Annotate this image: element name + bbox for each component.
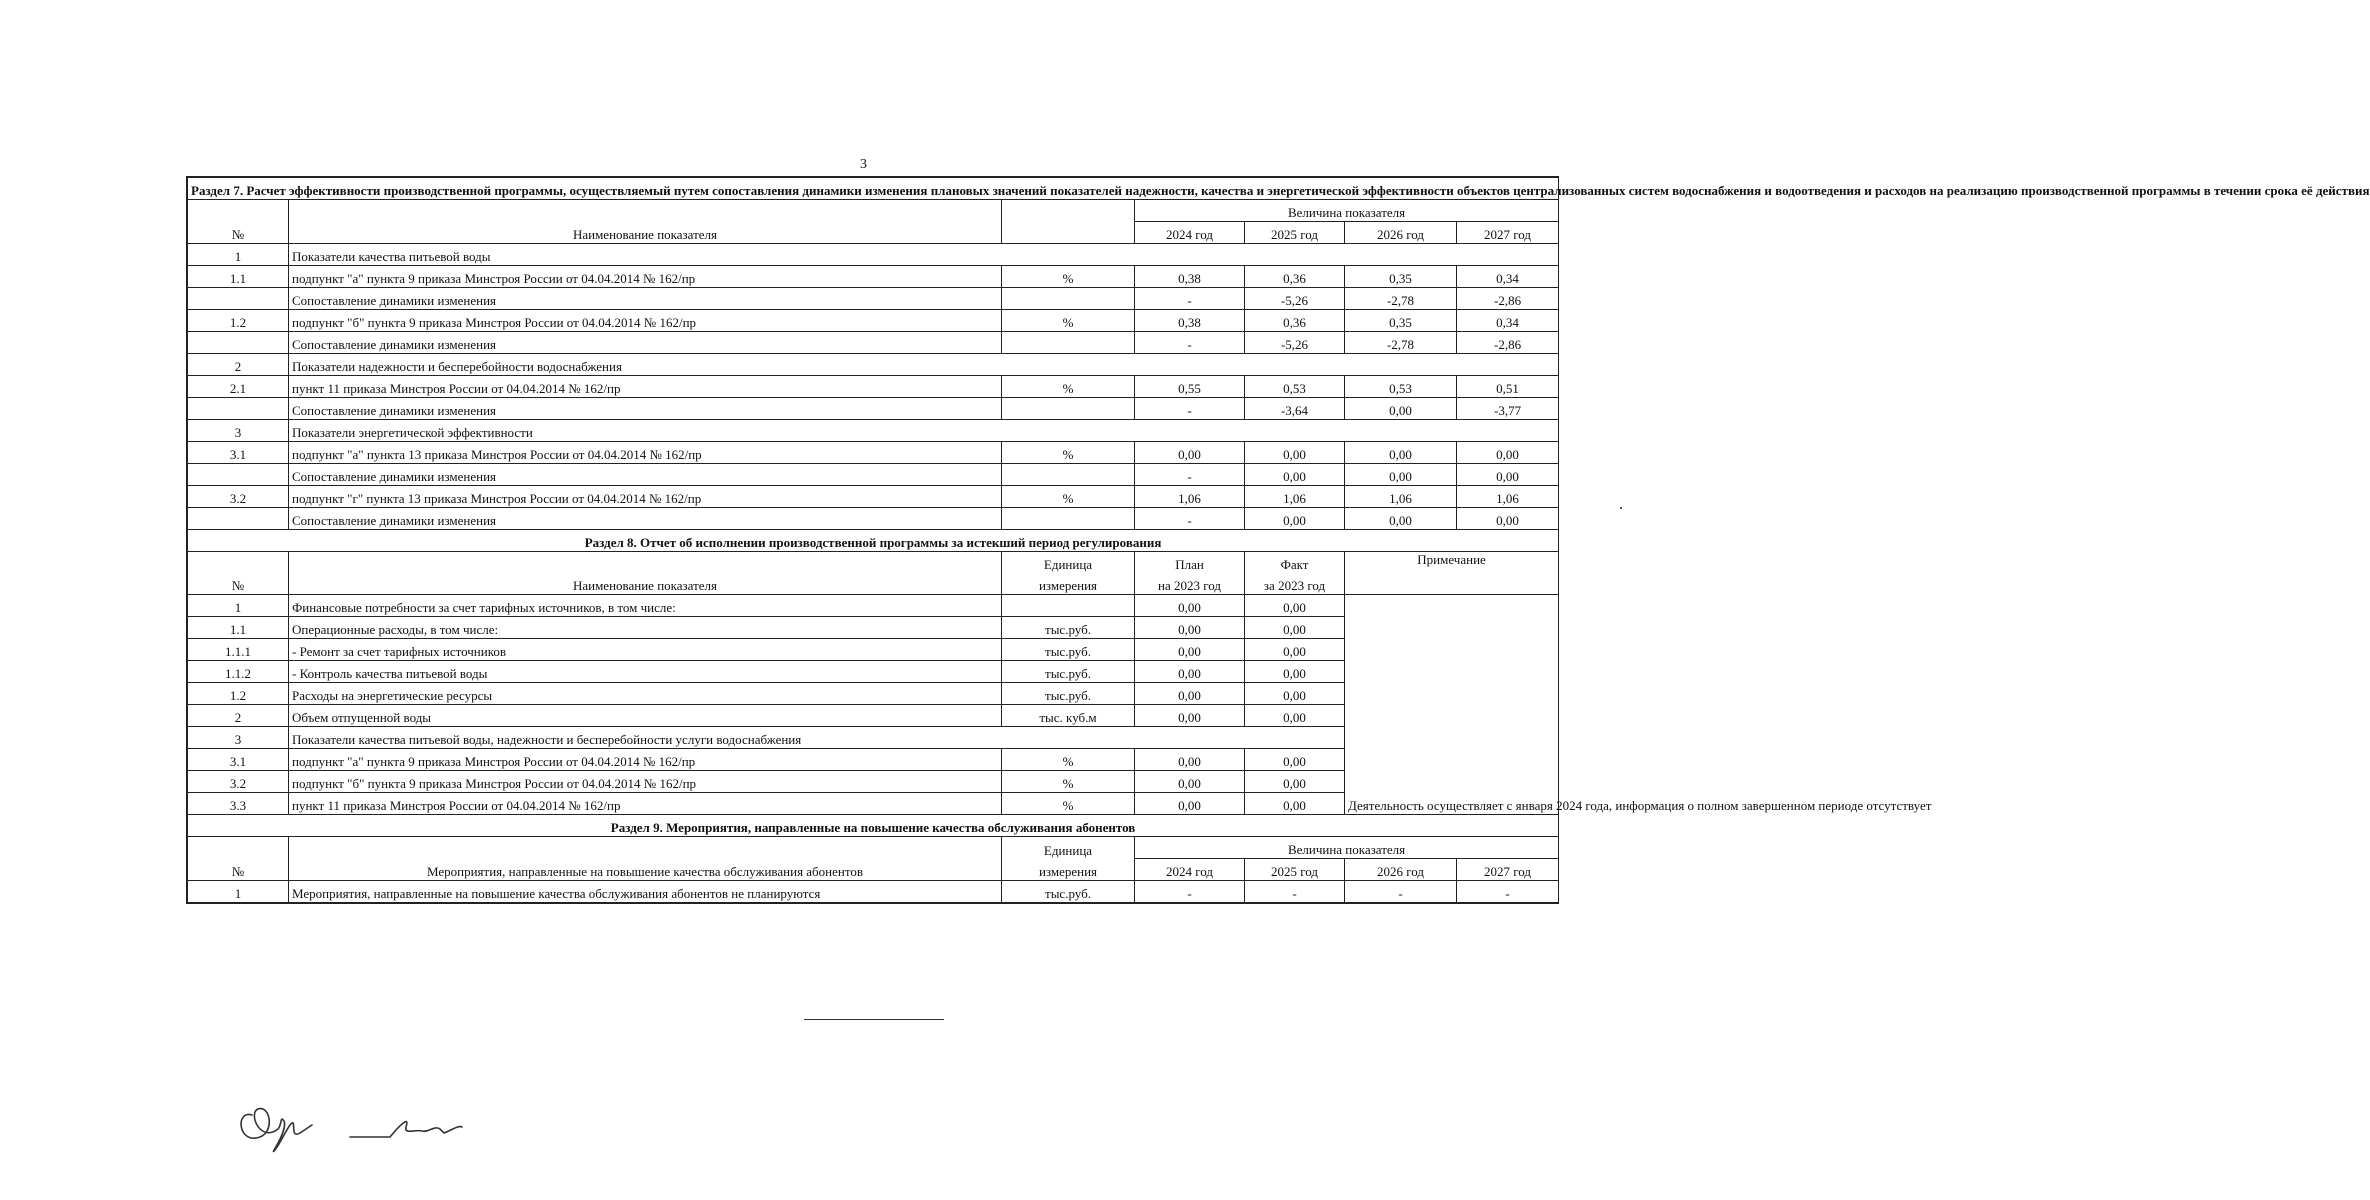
row-name: Показатели качества питьевой воды [289, 244, 1559, 266]
row-name: подпункт "г" пункта 13 приказа Минстроя России от 04.04.2014 № 162/пр [289, 486, 1002, 508]
row-plan: 0,00 [1135, 793, 1245, 815]
row-number: 1.1 [188, 617, 289, 639]
row-value: 0,55 [1135, 376, 1245, 398]
section8-col-unit-2: измерения [1002, 573, 1135, 595]
year-header: 2025 год [1245, 859, 1345, 881]
row-name: Показатели надежности и бесперебойности водоснабжения [289, 354, 1559, 376]
row-number: 3.1 [188, 442, 289, 464]
year-header: 2026 год [1345, 222, 1457, 244]
section8-col-name: Наименование показателя [289, 552, 1002, 595]
table-row [188, 244, 1559, 266]
row-number: 2 [188, 354, 289, 376]
section9-col-value: Величина показателя [1135, 837, 1559, 859]
row-value: 0,53 [1345, 376, 1457, 398]
table-row [188, 310, 1559, 332]
row-value: - [1135, 398, 1245, 420]
row-name: подпункт "б" пункта 9 приказа Минстроя России от 04.04.2014 № 162/пр [289, 310, 1002, 332]
row-unit: % [1002, 793, 1135, 815]
row-number: 2.1 [188, 376, 289, 398]
row-number [188, 332, 289, 354]
row-name: подпункт "б" пункта 9 приказа Минстроя России от 04.04.2014 № 162/пр [289, 771, 1002, 793]
row-value: 0,00 [1245, 464, 1345, 486]
row-value: 0,36 [1245, 310, 1345, 332]
table-row [188, 508, 1559, 530]
section8-col-unit: Единица [1002, 552, 1135, 574]
section7-col-value: Величина показателя [1135, 200, 1559, 222]
row-name: Объем отпущенной воды [289, 705, 1002, 727]
row-unit: % [1002, 266, 1135, 288]
row-plan: 0,00 [1135, 595, 1245, 617]
row-number: 2 [188, 705, 289, 727]
row-value: 0,35 [1345, 266, 1457, 288]
row-plan: 0,00 [1135, 749, 1245, 771]
row-unit [1002, 398, 1135, 420]
row-value: -2,78 [1345, 288, 1457, 310]
table-row [188, 398, 1559, 420]
section9-title-row [188, 815, 1559, 837]
row-value: 0,36 [1245, 266, 1345, 288]
row-plan: 0,00 [1135, 661, 1245, 683]
row-unit [1002, 508, 1135, 530]
row-value: 1,06 [1345, 486, 1457, 508]
row-name: Мероприятия, направленные на повышение качества обслуживания абонентов не планируются [289, 881, 1002, 903]
row-value: - [1457, 881, 1559, 903]
row-plan: 0,00 [1135, 639, 1245, 661]
section9-col-unit-2: измерения [1002, 859, 1135, 881]
row-fact: 0,00 [1245, 771, 1345, 793]
signatures [230, 1085, 510, 1165]
row-unit: тыс. куб.м [1002, 705, 1135, 727]
row-fact: 0,00 [1245, 661, 1345, 683]
row-name: Показатели энергетической эффективности [289, 420, 1559, 442]
row-number: 1.1 [188, 266, 289, 288]
section8-col-plan-2: на 2023 год [1135, 573, 1245, 595]
report-table-body [188, 178, 2370, 903]
section7-header-row [188, 200, 1559, 222]
row-unit: тыс.руб. [1002, 683, 1135, 705]
row-value: -5,26 [1245, 332, 1345, 354]
row-name: Расходы на энергетические ресурсы [289, 683, 1002, 705]
row-unit: тыс.руб. [1002, 661, 1135, 683]
table-row [188, 881, 1559, 903]
table-row [188, 332, 1559, 354]
row-value: -2,86 [1457, 288, 1559, 310]
row-value: 0,00 [1457, 442, 1559, 464]
section8-col-fact: Факт [1245, 552, 1345, 574]
row-value: 0,38 [1135, 310, 1245, 332]
table-row [188, 376, 1559, 398]
table-row [188, 486, 1559, 508]
row-unit: % [1002, 749, 1135, 771]
row-number: 3.1 [188, 749, 289, 771]
section8-col-plan: План [1135, 552, 1245, 574]
row-name: подпункт "а" пункта 13 приказа Минстроя России от 04.04.2014 № 162/пр [289, 442, 1002, 464]
row-plan: 0,00 [1135, 771, 1245, 793]
section9-col-name: Мероприятия, направленные на повышение качества обслуживания абонентов [289, 837, 1002, 881]
row-value: 0,00 [1457, 464, 1559, 486]
table-row [188, 464, 1559, 486]
row-number: 1 [188, 595, 289, 617]
row-value: 0,35 [1345, 310, 1457, 332]
row-unit: % [1002, 442, 1135, 464]
row-number: 3.3 [188, 793, 289, 815]
row-name: Финансовые потребности за счет тарифных источников, в том числе: [289, 595, 1002, 617]
row-value: 0,00 [1345, 398, 1457, 420]
row-unit [1002, 464, 1135, 486]
row-fact: 0,00 [1245, 749, 1345, 771]
row-fact: 0,00 [1245, 793, 1345, 815]
stray-mark [1620, 507, 1622, 509]
table-row [188, 266, 1559, 288]
row-value: 0,00 [1345, 442, 1457, 464]
row-value: 0,00 [1345, 508, 1457, 530]
row-value: 0,51 [1457, 376, 1559, 398]
year-header: 2025 год [1245, 222, 1345, 244]
table-row [188, 442, 1559, 464]
row-value: 0,53 [1245, 376, 1345, 398]
section7-col-no: № [188, 200, 289, 244]
row-unit: тыс.руб. [1002, 881, 1135, 903]
table-row [188, 595, 1559, 617]
page-number: 3 [860, 157, 867, 172]
row-value: - [1135, 508, 1245, 530]
row-plan: 0,00 [1135, 617, 1245, 639]
row-number: 3 [188, 420, 289, 442]
row-value: - [1135, 332, 1245, 354]
row-name: подпункт "а" пункта 9 приказа Минстроя России от 04.04.2014 № 162/пр [289, 266, 1002, 288]
row-number: 1 [188, 881, 289, 903]
row-value: 1,06 [1135, 486, 1245, 508]
row-unit [1002, 595, 1135, 617]
row-number: 3.2 [188, 771, 289, 793]
year-header: 2027 год [1457, 859, 1559, 881]
section7-col-name: Наименование показателя [289, 200, 1002, 244]
row-unit [1002, 288, 1135, 310]
row-name: пункт 11 приказа Минстроя России от 04.04.2014 № 162/пр [289, 376, 1002, 398]
row-unit: тыс.руб. [1002, 617, 1135, 639]
section8-title-row [188, 530, 1559, 552]
row-value: -2,78 [1345, 332, 1457, 354]
row-value: - [1135, 464, 1245, 486]
year-header: 2027 год [1457, 222, 1559, 244]
row-value: 0,00 [1245, 442, 1345, 464]
section8-col-no: № [188, 552, 289, 595]
row-number: 1 [188, 244, 289, 266]
year-header: 2024 год [1135, 222, 1245, 244]
row-name: подпункт "а" пункта 9 приказа Минстроя России от 04.04.2014 № 162/пр [289, 749, 1002, 771]
section7-title-row [188, 178, 1559, 200]
row-name: Сопоставление динамики изменения [289, 398, 1002, 420]
year-header: 2024 год [1135, 859, 1245, 881]
row-name: Сопоставление динамики изменения [289, 464, 1002, 486]
year-header: 2026 год [1345, 859, 1457, 881]
row-value: 1,06 [1457, 486, 1559, 508]
row-value: - [1135, 881, 1245, 903]
row-name: Сопоставление динамики изменения [289, 288, 1002, 310]
separator-line [804, 1019, 944, 1020]
row-name: пункт 11 приказа Минстроя России от 04.04.2014 № 162/пр [289, 793, 1002, 815]
row-fact: 0,00 [1245, 705, 1345, 727]
row-number [188, 508, 289, 530]
section8-header-row [188, 552, 1559, 574]
report-sheet [186, 176, 2370, 904]
row-value: - [1245, 881, 1345, 903]
row-value: 0,00 [1345, 464, 1457, 486]
row-value: - [1135, 288, 1245, 310]
row-value: -5,26 [1245, 288, 1345, 310]
row-name: - Контроль качества питьевой воды [289, 661, 1002, 683]
row-name: Сопоставление динамики изменения [289, 332, 1002, 354]
section8-note: Деятельность осуществляет с января 2024 года, информация о полном завершенном периоде отсутствует [1345, 595, 1559, 815]
section9-header-row [188, 837, 1559, 859]
row-name: Сопоставление динамики изменения [289, 508, 1002, 530]
section7-col-unit [1002, 200, 1135, 244]
report-table [187, 177, 2370, 903]
row-name: Операционные расходы, в том числе: [289, 617, 1002, 639]
row-fact: 0,00 [1245, 639, 1345, 661]
row-unit: % [1002, 771, 1135, 793]
section9-col-unit: Единица [1002, 837, 1135, 859]
row-number [188, 398, 289, 420]
row-value: 0,38 [1135, 266, 1245, 288]
row-name: - Ремонт за счет тарифных источников [289, 639, 1002, 661]
row-fact: 0,00 [1245, 595, 1345, 617]
row-value: - [1345, 881, 1457, 903]
row-fact: 0,00 [1245, 617, 1345, 639]
row-number: 1.1.2 [188, 661, 289, 683]
row-fact: 0,00 [1245, 683, 1345, 705]
table-row [188, 354, 1559, 376]
row-value: -3,64 [1245, 398, 1345, 420]
row-plan: 0,00 [1135, 705, 1245, 727]
row-number: 1.1.1 [188, 639, 289, 661]
row-value: 0,00 [1457, 508, 1559, 530]
section9-title: Раздел 9. Мероприятия, направленные на повышение качества обслуживания абонентов [188, 815, 1559, 837]
row-number: 3 [188, 727, 289, 749]
row-unit: % [1002, 486, 1135, 508]
section9-col-no: № [188, 837, 289, 881]
row-value: -2,86 [1457, 332, 1559, 354]
row-unit: % [1002, 310, 1135, 332]
table-row [188, 420, 1559, 442]
row-name: Показатели качества питьевой воды, надежности и бесперебойности услуги водоснабжения [289, 727, 1345, 749]
row-number: 3.2 [188, 486, 289, 508]
section7-title: Раздел 7. Расчет эффективности производственной программы, осуществляемый путем сопоставления динамики изменения плановых значений показателей надежности, качества и энергетической эффективности объектов централизованных систем водоснабжения и водоотведения и расходов на реализацию производственной программы в течении срока её действия [188, 178, 1559, 200]
row-number: 1.2 [188, 310, 289, 332]
row-unit [1002, 332, 1135, 354]
row-value: 0,00 [1135, 442, 1245, 464]
row-value: 1,06 [1245, 486, 1345, 508]
table-row [188, 288, 1559, 310]
row-value: 0,34 [1457, 266, 1559, 288]
row-number [188, 288, 289, 310]
section8-col-note: Примечание [1345, 552, 1559, 595]
row-unit: тыс.руб. [1002, 639, 1135, 661]
row-value: 0,00 [1245, 508, 1345, 530]
row-value: -3,77 [1457, 398, 1559, 420]
row-number: 1.2 [188, 683, 289, 705]
section8-title: Раздел 8. Отчет об исполнении производственной программы за истекший период регулирования [188, 530, 1559, 552]
row-plan: 0,00 [1135, 683, 1245, 705]
row-unit: % [1002, 376, 1135, 398]
row-value: 0,34 [1457, 310, 1559, 332]
section8-col-fact-2: за 2023 год [1245, 573, 1345, 595]
row-number [188, 464, 289, 486]
